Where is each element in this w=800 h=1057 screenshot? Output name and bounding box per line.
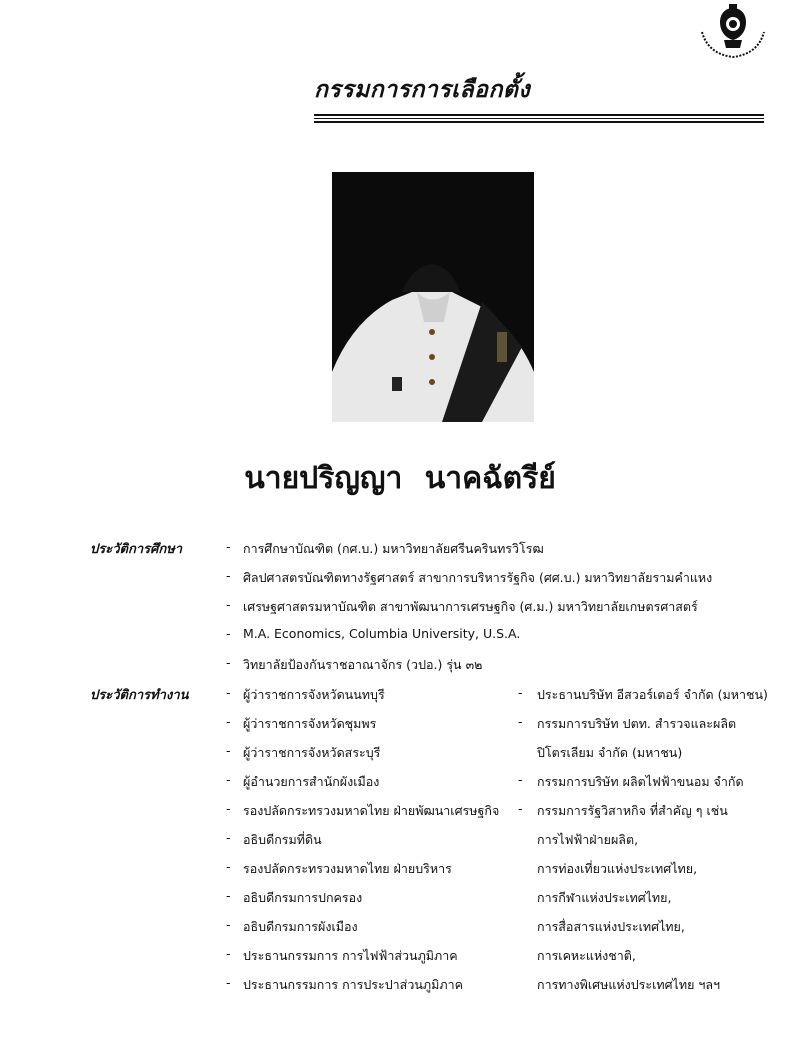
- career-item: ประธานกรรมการ การประปาส่วนภูมิภาค: [243, 977, 463, 992]
- education-item: เศรษฐศาสตรมหาบัณฑิต สาขาพัฒนาการเศรษฐกิจ (ศ.ม.) มหาวิทยาลัยเกษตรศาสตร์: [243, 599, 698, 614]
- list-bullet: -: [518, 685, 523, 700]
- list-bullet: -: [518, 772, 523, 787]
- career-item: กรรมการรัฐวิสาหกิจ ที่สำคัญ ๆ เช่น: [537, 803, 728, 818]
- list-bullet: -: [226, 772, 231, 787]
- career-item: ผู้ว่าราชการจังหวัดนนทบุรี: [243, 687, 385, 702]
- list-bullet: -: [226, 626, 231, 641]
- commission-emblem-logo: [698, 2, 768, 62]
- list-bullet: -: [226, 597, 231, 612]
- list-bullet: -: [226, 743, 231, 758]
- career-item: อธิบดีกรมการผังเมือง: [243, 919, 358, 934]
- career-item-continuation: การไฟฟ้าฝ่ายผลิต,: [537, 832, 639, 847]
- list-bullet: -: [226, 714, 231, 729]
- career-item-continuation: การสื่อสารแห่งประเทศไทย,: [537, 919, 685, 934]
- list-bullet: -: [226, 685, 231, 700]
- page-title: กรรมการการเลือกตั้ง: [314, 77, 531, 103]
- career-item: ประธานบริษัท อีสวอร์เตอร์ จำกัด (มหาชน): [537, 687, 768, 702]
- career-item: อธิบดีกรมที่ดิน: [243, 832, 322, 847]
- list-bullet: -: [226, 830, 231, 845]
- list-bullet: -: [518, 714, 523, 729]
- career-item: อธิบดีกรมการปกครอง: [243, 890, 363, 905]
- career-item-continuation: การทางพิเศษแห่งประเทศไทย ฯลฯ: [537, 977, 721, 992]
- list-bullet: -: [226, 975, 231, 990]
- career-item: ประธานกรรมการ การไฟฟ้าส่วนภูมิภาค: [243, 948, 458, 963]
- list-bullet: -: [226, 801, 231, 816]
- career-item-continuation: การเคหะแห่งชาติ,: [537, 948, 636, 963]
- list-bullet: -: [226, 539, 231, 554]
- list-bullet: -: [226, 655, 231, 670]
- career-item-continuation: การกีฬาแห่งประเทศไทย,: [537, 890, 672, 905]
- career-item: กรรมการบริษัท ปตท. สำรวจและผลิต: [537, 716, 737, 731]
- career-item: รองปลัดกระทรวงมหาดไทย ฝ่ายบริหาร: [243, 861, 452, 876]
- list-bullet: -: [518, 801, 523, 816]
- list-bullet: -: [226, 888, 231, 903]
- career-item-continuation: ปิโตรเลียม จำกัด (มหาชน): [537, 745, 683, 760]
- list-bullet: -: [226, 568, 231, 583]
- education-item: วิทยาลัยป้องกันราชอาณาจักร (วปอ.) รุ่น ๓๒: [243, 657, 483, 672]
- career-item: รองปลัดกระทรวงมหาดไทย ฝ่ายพัฒนาเศรษฐกิจ: [243, 803, 500, 818]
- portrait-photo: [332, 172, 534, 422]
- education-item: การศึกษาบัณฑิต (กศ.บ.) มหาวิทยาลัยศรีนครินทรวิโรฒ: [243, 541, 544, 556]
- education-label: ประวัติการศึกษา: [90, 542, 183, 557]
- list-bullet: -: [226, 859, 231, 874]
- education-item: ศิลปศาสตรบัณฑิตทางรัฐศาสตร์ สาขาการบริหารรัฐกิจ (ศศ.บ.) มหาวิทยาลัยรามคำแหง: [243, 570, 713, 585]
- career-label: ประวัติการทำงาน: [90, 688, 189, 703]
- list-bullet: -: [226, 946, 231, 961]
- person-name: นายปริญญา นาคฉัตรีย์: [244, 461, 556, 496]
- career-item-continuation: การท่องเที่ยวแห่งประเทศไทย,: [537, 861, 698, 876]
- list-bullet: -: [226, 917, 231, 932]
- education-item: M.A. Economics, Columbia University, U.S.A.: [243, 626, 521, 641]
- career-item: ผู้ว่าราชการจังหวัดชุมพร: [243, 716, 377, 731]
- career-item: กรรมการบริษัท ผลิตไฟฟ้าขนอม จำกัด: [537, 774, 744, 789]
- career-item: ผู้อำนวยการสำนักผังเมือง: [243, 774, 380, 789]
- career-item: ผู้ว่าราชการจังหวัดสระบุรี: [243, 745, 381, 760]
